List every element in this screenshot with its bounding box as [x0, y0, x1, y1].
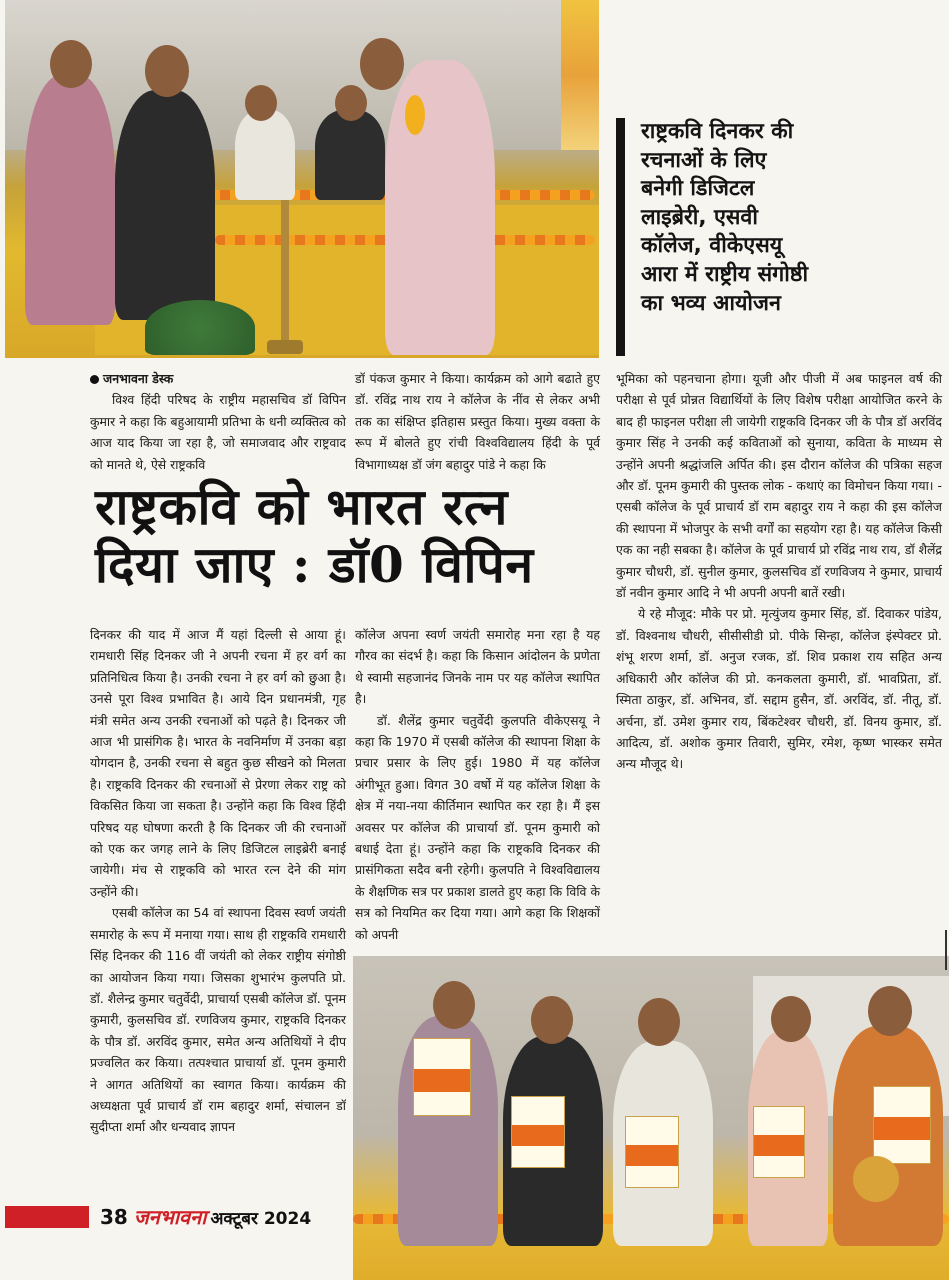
article-paragraph: ये रहे मौजूद: मौके पर प्रो. मृत्युंजय कुमार सिंह, डॉ. दिवाकर पांडेय, डॉ. विश्वनाथ चौधरी, सीसीसीडी प्रो. पीके सिन्हा, कॉलेज इंस्पेक्टर प्रो. शंभू शरण शर्मा, डॉ. अनुज रजक, डॉ. शिव प्रकाश राय सहित अन्य अधिकारी और कॉलेज की प्रो. कनकलता कुमारी, डॉ. भावप्रिता, डॉ. स्मिता ठाकुर, डॉ. अभिनव, डॉ. सद्दाम हुसैन, डॉ. अरविंद, डॉ. नीतू, डॉ. अर्चना, डॉ. उमेश कुमार राय, बिंकटेश्वर चौधरी, डॉ. विनय कुमार, डॉ. आदित्य, डॉ. अशोक कुमार तिवारी, सुमिर, रमेश, कृष्ण भास्कर समेत अन्य मौजूद थे।: [616, 606, 942, 772]
article-text: डॉ पंकज कुमार ने किया। कार्यक्रम को आगे बढाते हुए डॉ. रविंद्र नाथ राय ने कॉलेज के नींव से लेकर अभी तक का संक्षिप्त इतिहास प्रस्तुत किया। मुख्य वक्ता के रूप में बोलते हुए रांची विश्वविद्यालय हिंदी के पूर्व विभागाध्यक्ष डॉ जंग बहादुर पांडे ने कहा कि: [355, 371, 600, 472]
right-column: [616, 368, 942, 775]
rosette-badge-icon: [405, 95, 425, 135]
booklet-icon: [413, 1038, 471, 1116]
trophy-icon: [853, 1156, 899, 1202]
headline-line: आरा में राष्ट्रीय संगोष्ठी: [641, 261, 809, 287]
article-paragraph: एसबी कॉलेज का 54 वां स्थापना दिवस स्वर्ण जयंती समारोह के रूप में मनाया गया। साथ ही राष्ट्रकवि रामधारी सिंह दिनकर की 116 वीं जयंती को लेकर राष्ट्रीय संगोष्ठी का आयोजन किया गया। जिसका शुभारंभ कुलपति प्रो. डॉ. शैलेन्द्र कुमार चतुर्वेदी, प्राचार्या एसबी कॉलेज डॉ. पूनम कुमारी, कुलसचिव डॉ. रणविजय कुमार, राष्ट्रकवि दिनकर के पौत्र डॉ. अरविंद कुमार, समेत अन्य अतिथियों ने दीप प्रज्वलित कर किया। तत्पश्चात प्राचार्या डॉ. पूनम कुमारी ने आगत अतिथियों का स्वागत किया। कार्यक्रम की अध्यक्षता पूर्व प्राचार्य डॉ राम बहादुर शर्मा, संचालन डॉ सुदीप्ता शर्मा और धन्यवाद ज्ञापन: [90, 905, 346, 1135]
middle-column: [355, 624, 600, 945]
oil-lamp-icon: [281, 200, 289, 350]
article-intro: विश्व हिंदी परिषद के राष्ट्रीय महासचिव डॉ विपिन कुमार ने कहा कि बहुआयामी प्रतिभा के धनी व्यक्तित्व को आज याद किया जा रहा है, जो समाजवाद और राष्ट्रवाद को मानते थे, ऐसे राष्ट्रकवि: [90, 392, 346, 472]
footer-red-bar: [5, 1206, 89, 1228]
footer: [100, 1203, 311, 1230]
byline: जनभावना डेस्क: [103, 371, 174, 386]
main-title-line1: राष्ट्रकवि को भारत रत्न: [95, 477, 508, 536]
headline-line: लाइब्रेरी, एसवी: [641, 204, 758, 230]
magazine-brand: जनभावना: [133, 1205, 207, 1229]
bullet-icon: [90, 375, 99, 384]
lamp-lighting-photo: [5, 0, 599, 358]
headline-line: बनेगी डिजिटल: [641, 176, 755, 202]
booklet-icon: [753, 1106, 805, 1178]
headline-line: रचनाओं के लिए: [641, 147, 767, 173]
top-middle-column: [355, 368, 600, 475]
headline-line: राष्ट्रकवि दिनकर की: [641, 119, 794, 144]
headline-line: कॉलेज, वीकेएसयू: [641, 233, 783, 259]
headline-line: का भव्य आयोजन: [641, 290, 781, 316]
booklet-icon: [625, 1116, 679, 1188]
article-paragraph: भूमिका को पहनचाना होगा। यूजी और पीजी में अब फाइनल वर्ष की परीक्षा से पूर्व प्रोन्नत विद्यार्थियों के लिए विशेष परीक्षा आयोजित करने के बाद ही फाइनल परीक्षा ली जायेगी राष्ट्रकवि दिनकर जी के पौत्र डॉ अरविंद कुमार सिंह ने उनकी कई कविताओं को सुनाया, कविता के माध्यम से उन्होंने अपनी श्रद्धांजलि अर्पित की। इस दौरान कॉलेज की पत्रिका सहज और डॉ. पूनम कुमारी की पुस्तक लोक - कथाएं का विमोचन किया गया। - एसबी कॉलेज के पूर्व प्राचार्य डॉ राम बहादुर राय ने कहा की इस कॉलेज की स्थापना में भोजपुर के सभी वर्गों का सहयोग रहा है। यह कॉलेज किसी एक का नही सबका है। कॉलेज के पूर्व प्राचार्य प्रो रविंद्र नाथ राय, डॉ शैलेंद्र कुमार चौधरी, डॉ. सुनील कुमार, कुलसचिव डॉ रणविजय ने कुमार, प्राचार्य डॉ नवीन कुमार आदि ने भी अपनी अपनी बातें रखी।: [616, 371, 942, 601]
article-paragraph: कॉलेज अपना स्वर्ण जयंती समारोह मना रहा है यह गौरव का संदर्भ है। कहा कि किसान आंदोलन के प्रणेता थे स्वामी सहजानंद जिनके नाम पर यह कॉलेज स्थापित है।: [355, 627, 600, 707]
booklet-icon: [511, 1096, 565, 1168]
book-release-photo: [353, 956, 949, 1280]
left-column: [90, 624, 346, 1138]
booklet-icon: [873, 1086, 931, 1164]
article-paragraph: दिनकर की याद में आज मैं यहां दिल्ली से आया हूं। रामधारी सिंह दिनकर जी ने अपनी रचना में हर वर्ग का प्रतिनिधित्व किया है। उनकी रचना ने हर वर्ग को छुआ है। उनसे पूरा विश्व प्रभावित है। आये दिन प्रधानमंत्री, गृह मंत्री समेत अन्य उनकी रचनाओं को पढ़ते है। दिनकर जी आज भी प्रासंगिक है। भारत के नवनिर्माण में उनका बड़ा योगदान है, उनकी रचना से बहुत कुछ सीखने को मिलता है। राष्ट्रकवि दिनकर की रचनाओं से प्रेरणा लेकर राष्ट्र को विकसित किया जा सकता है। उन्होंने कहा कि विश्व हिंदी परिषद यह घोषणा करती है कि दिनकर जी की रचनाओं को एक कर जगह लाने के लिए डिजिटल लाइब्रेरी बनाई जायेगी। मंच से राष्ट्रकवि को भारत रत्न देने की मांग उन्होंने की।: [90, 627, 346, 899]
main-title-line2: दिया जाए : डॉ0 विपिन: [95, 535, 534, 594]
issue-date: अक्टूबर 2024: [210, 1209, 312, 1229]
article-paragraph: डॉ. शैलेंद्र कुमार चतुर्वेदी कुलपति वीकेएसयू ने कहा कि 1970 में एसबी कॉलेज की स्थापना शिक्षा के प्रचार प्रसार के लिए हुई। 1980 में यह कॉलेज अंगीभूत हुआ। विगत 30 वर्षो में यह कॉलेज शिक्षा के क्षेत्र में नया-नया कीर्तिमान स्थापित कर रहा है। मैं इस अवसर पर कॉलेज की प्राचार्या डॉ. पूनम कुमारी को बधाई देता हूं। उन्होंने कहा कि राष्ट्रकवि दिनकर की प्रासंगिकता सदैव बनी रहेगी। कुलपति ने विश्वविद्यालय के शैक्षणिक सत्र पर प्रकाश डालते हुए कहा कि विवि के सत्र को नियमित कर दिया गया। आगे कहा कि शिक्षकों को अपनी: [355, 712, 600, 942]
margin-rule: [945, 930, 947, 970]
headline-box: [616, 118, 938, 356]
page-number: 38: [100, 1205, 128, 1229]
top-left-column: [90, 368, 346, 475]
main-title: [95, 478, 595, 594]
